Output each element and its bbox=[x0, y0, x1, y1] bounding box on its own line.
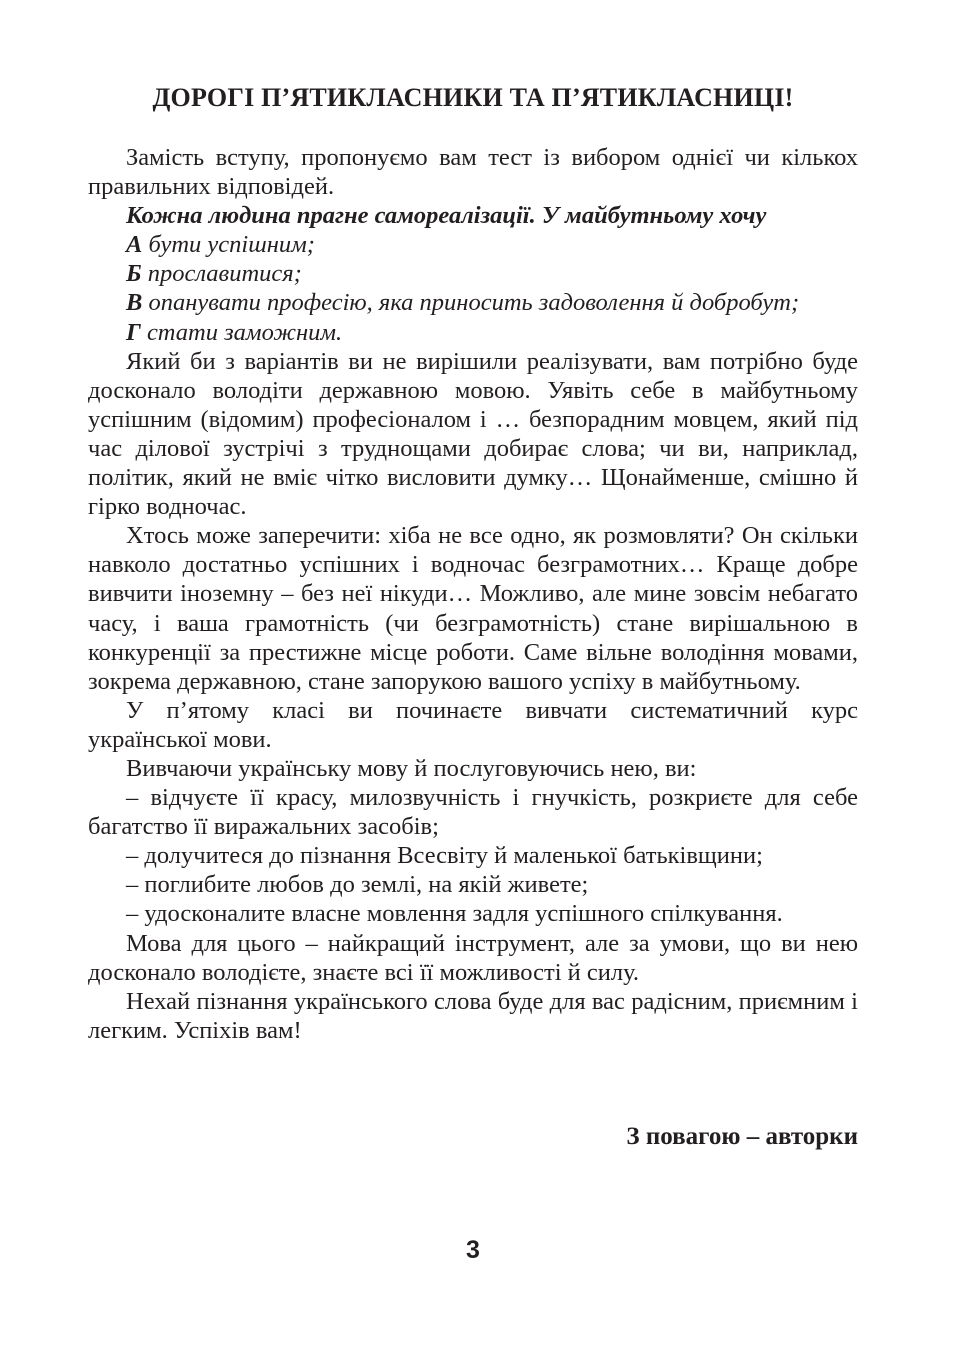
quiz-option-a bbox=[88, 230, 858, 259]
page-number: 3 bbox=[466, 1236, 480, 1264]
list-item: – удосконалите власне мовлення задля успішного спілкування. bbox=[126, 900, 783, 928]
closing-paragraph-2: Нехай пізнання українського слова буде для вас радісним, приємним і легким. Успіхів вам! bbox=[88, 987, 858, 1044]
closing-paragraph-1: Мова для цього – найкращий інструмент, але за умови, що ви нею досконало володієте, знаєте всі її можливості й силу. bbox=[88, 929, 858, 986]
option-text: прославитися; bbox=[141, 260, 302, 288]
paragraph-4: Вивчаючи українську мову й послуговуючись нею, ви: bbox=[126, 754, 697, 782]
quiz-option-h bbox=[88, 318, 858, 347]
intro-paragraph: Замість вступу, пропонуємо вам тест із вибором однієї чи кількох правильних відповідей. bbox=[88, 144, 858, 201]
list-item: – долучитеся до пізнання Всесвіту й маленької батьківщини; bbox=[126, 842, 763, 870]
quiz-question: Кожна людина прагне самореалізації. У майбутньому хочу bbox=[126, 202, 767, 230]
list-item: – відчуєте її красу, милозвучність і гнучкість, розкриєте для себе багатство її виражальних засобів; bbox=[88, 784, 858, 841]
paragraph-3: У п’ятому класі ви починаєте вивчати систематичний курс української мови. bbox=[88, 696, 858, 753]
option-letter: Б bbox=[126, 260, 142, 288]
quiz-option-b bbox=[88, 259, 858, 288]
option-letter: А bbox=[126, 231, 143, 259]
page-title: ДОРОГІ П’ЯТИКЛАСНИКИ ТА П’ЯТИКЛАСНИЦІ! bbox=[152, 83, 794, 112]
option-letter: В bbox=[126, 289, 143, 317]
document-page bbox=[88, 0, 858, 1360]
option-text: опанувати професію, яка приносить задоволення й добробут; bbox=[142, 289, 800, 317]
paragraph-1: Який би з варіантів ви не вирішили реалізувати, вам потрібно буде досконало володіти державною мовою. Уявіть себе в майбутньому успішним (відомим) професіоналом і … безпорадним мовцем, який під час ділової зустрічі з труднощами добирає слова; чи ви, наприклад, політик, який не вміє чітко висловити думку… Щонайменше, смішно й гірко водночас. bbox=[88, 347, 858, 521]
signature: З повагою – авторки bbox=[626, 1123, 858, 1150]
quiz-option-v bbox=[88, 288, 858, 317]
list-item: – поглибите любов до землі, на якій живете; bbox=[126, 871, 589, 899]
option-text: стати заможним. bbox=[140, 318, 343, 346]
option-text: бути успішним; bbox=[142, 231, 315, 259]
option-letter: Г bbox=[126, 318, 141, 346]
paragraph-2: Хтось може заперечити: хіба не все одно, як розмовляти? Он скільки навколо достатньо успішних і водночас безграмотних… Краще добре вивчити іноземну – без неї нікуди… Можливо, але мине зовсім небагато часу, і ваша грамотність (чи безграмотність) стане вирішальною в конкуренції за престижне місце роботи. Саме вільне володіння мовами, зокрема державною, стане запорукою вашого успіху в майбутньому. bbox=[88, 522, 858, 695]
text-body bbox=[88, 143, 858, 1045]
